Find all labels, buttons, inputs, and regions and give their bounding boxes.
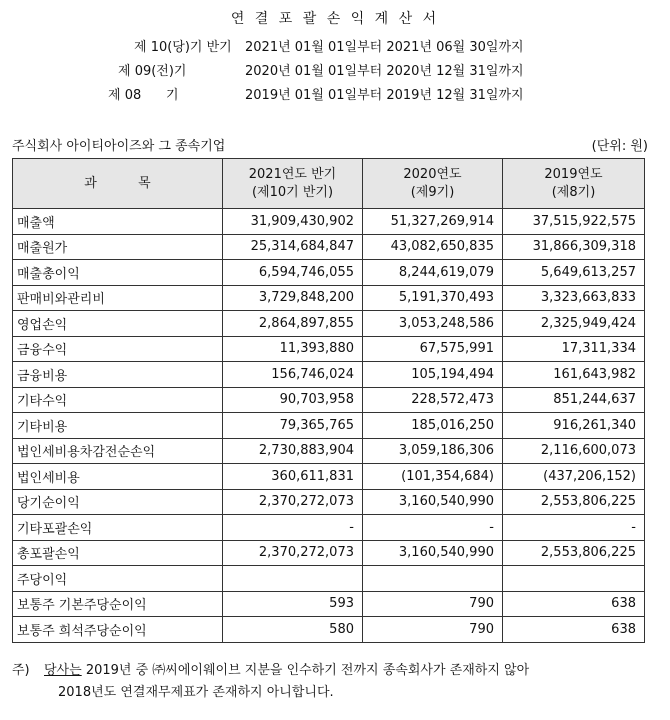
value-2021: 360,611,831 [223, 464, 363, 490]
row-label: 보통주 기본주당순이익 [13, 591, 223, 617]
value-2020: 51,327,269,914 [363, 209, 503, 235]
value-2019: 5,649,613,257 [503, 260, 645, 286]
table-row [13, 285, 645, 311]
value-2021: 593 [223, 591, 363, 617]
table-row [13, 260, 645, 286]
value-2021: 90,703,958 [223, 387, 363, 413]
value-2021 [223, 566, 363, 592]
footnote-mark: 주) [12, 663, 30, 678]
value-2019: 161,643,982 [503, 362, 645, 388]
period-range: 2020년 01월 01일부터 2020년 12월 31일까지 [245, 64, 524, 79]
row-label: 매출총이익 [13, 260, 223, 286]
table-row [13, 336, 645, 362]
value-2019: 2,553,806,225 [503, 489, 645, 515]
company-name: 주식회사 아이티아이즈와 그 종속기업 [12, 139, 226, 154]
table-row [13, 515, 645, 541]
value-2020: 5,191,370,493 [363, 285, 503, 311]
table-row [13, 617, 645, 643]
value-2021: 2,370,272,073 [223, 489, 363, 515]
header-2021 [223, 159, 363, 209]
value-2021: 580 [223, 617, 363, 643]
header-2019 [503, 159, 645, 209]
header-2021-year: 2021연도 반기 [248, 166, 337, 182]
table-row [13, 311, 645, 337]
value-2021: 6,594,746,055 [223, 260, 363, 286]
value-2019: 2,116,600,073 [503, 438, 645, 464]
value-2020: 43,082,650,835 [363, 234, 503, 260]
footnote-subject: 당사는 [44, 663, 82, 678]
value-2019: 37,515,922,575 [503, 209, 645, 235]
row-label: 기타수익 [13, 387, 223, 413]
value-2021: 156,746,024 [223, 362, 363, 388]
period-range: 2021년 01월 01일부터 2021년 06월 30일까지 [245, 40, 524, 55]
value-2019: 638 [503, 617, 645, 643]
table-row [13, 387, 645, 413]
unit-label: (단위: 원) [591, 139, 648, 154]
value-2020: 228,572,473 [363, 387, 503, 413]
value-2019: 17,311,334 [503, 336, 645, 362]
value-2020 [363, 566, 503, 592]
table-row [13, 209, 645, 235]
table-row [13, 591, 645, 617]
row-label: 판매비와관리비 [13, 285, 223, 311]
table-header-row [13, 159, 645, 209]
value-2019: 916,261,340 [503, 413, 645, 439]
value-2019: - [503, 515, 645, 541]
value-2020: - [363, 515, 503, 541]
row-label: 매출원가 [13, 234, 223, 260]
value-2020: 67,575,991 [363, 336, 503, 362]
value-2020: 790 [363, 617, 503, 643]
value-2019: 31,866,309,318 [503, 234, 645, 260]
value-2021: 79,365,765 [223, 413, 363, 439]
period-range: 2019년 01월 01일부터 2019년 12월 31일까지 [245, 88, 524, 103]
value-2021: 2,864,897,855 [223, 311, 363, 337]
row-label: 기타비용 [13, 413, 223, 439]
value-2020: 185,016,250 [363, 413, 503, 439]
period-current [0, 36, 670, 56]
header-item: 과 목 [13, 159, 223, 209]
period-prior-2 [0, 84, 670, 104]
header-2021-term: (제10기 반기) [251, 184, 334, 200]
value-2021: 3,729,848,200 [223, 285, 363, 311]
footnote-line-2: 2018년도 연결재무제표가 존재하지 아니합니다. [58, 685, 334, 700]
value-2019: 638 [503, 591, 645, 617]
header-2020 [363, 159, 503, 209]
value-2020: (101,354,684) [363, 464, 503, 490]
row-label: 주당이익 [13, 566, 223, 592]
table-row [13, 489, 645, 515]
value-2020: 3,059,186,306 [363, 438, 503, 464]
value-2021: 2,370,272,073 [223, 540, 363, 566]
value-2021: 31,909,430,902 [223, 209, 363, 235]
statement-title: 연 결 포 괄 손 익 계 산 서 [230, 11, 440, 27]
row-label: 보통주 희석주당순이익 [13, 617, 223, 643]
table-row [13, 362, 645, 388]
value-2019: 3,323,663,833 [503, 285, 645, 311]
value-2021: 11,393,880 [223, 336, 363, 362]
header-2019-year: 2019연도 [544, 166, 603, 182]
row-label: 기타포괄손익 [13, 515, 223, 541]
table-row [13, 464, 645, 490]
row-label: 법인세비용차감전순손익 [13, 438, 223, 464]
row-label: 금융비용 [13, 362, 223, 388]
period-label: 제 08 기 [108, 88, 179, 103]
row-label: 법인세비용 [13, 464, 223, 490]
value-2019: (437,206,152) [503, 464, 645, 490]
period-prior [0, 60, 670, 80]
row-label: 매출액 [13, 209, 223, 235]
row-label: 당기순이익 [13, 489, 223, 515]
value-2019: 851,244,637 [503, 387, 645, 413]
row-label: 금융수익 [13, 336, 223, 362]
table-row [13, 413, 645, 439]
value-2020: 3,160,540,990 [363, 489, 503, 515]
period-label: 제 09(전)기 [118, 64, 187, 79]
value-2021: - [223, 515, 363, 541]
value-2020: 3,053,248,586 [363, 311, 503, 337]
header-2019-term: (제8기) [551, 184, 596, 200]
footnote-line-1 [44, 660, 529, 682]
header-2020-year: 2020연도 [403, 166, 462, 182]
table-row [13, 438, 645, 464]
value-2019 [503, 566, 645, 592]
table-row [13, 540, 645, 566]
row-label: 영업손익 [13, 311, 223, 337]
value-2020: 8,244,619,079 [363, 260, 503, 286]
table-row [13, 234, 645, 260]
value-2019: 2,325,949,424 [503, 311, 645, 337]
period-label: 제 10(당)기 반기 [134, 40, 232, 55]
value-2020: 3,160,540,990 [363, 540, 503, 566]
income-statement-table [12, 158, 645, 643]
value-2020: 790 [363, 591, 503, 617]
value-2021: 2,730,883,904 [223, 438, 363, 464]
value-2019: 2,553,806,225 [503, 540, 645, 566]
row-label: 총포괄손익 [13, 540, 223, 566]
value-2020: 105,194,494 [363, 362, 503, 388]
value-2021: 25,314,684,847 [223, 234, 363, 260]
header-2020-term: (제9기) [410, 184, 455, 200]
footnote-text: 2019년 중 ㈜씨에이웨이브 지분을 인수하기 전까지 종속회사가 존재하지 않아 [81, 663, 530, 678]
table-row [13, 566, 645, 592]
